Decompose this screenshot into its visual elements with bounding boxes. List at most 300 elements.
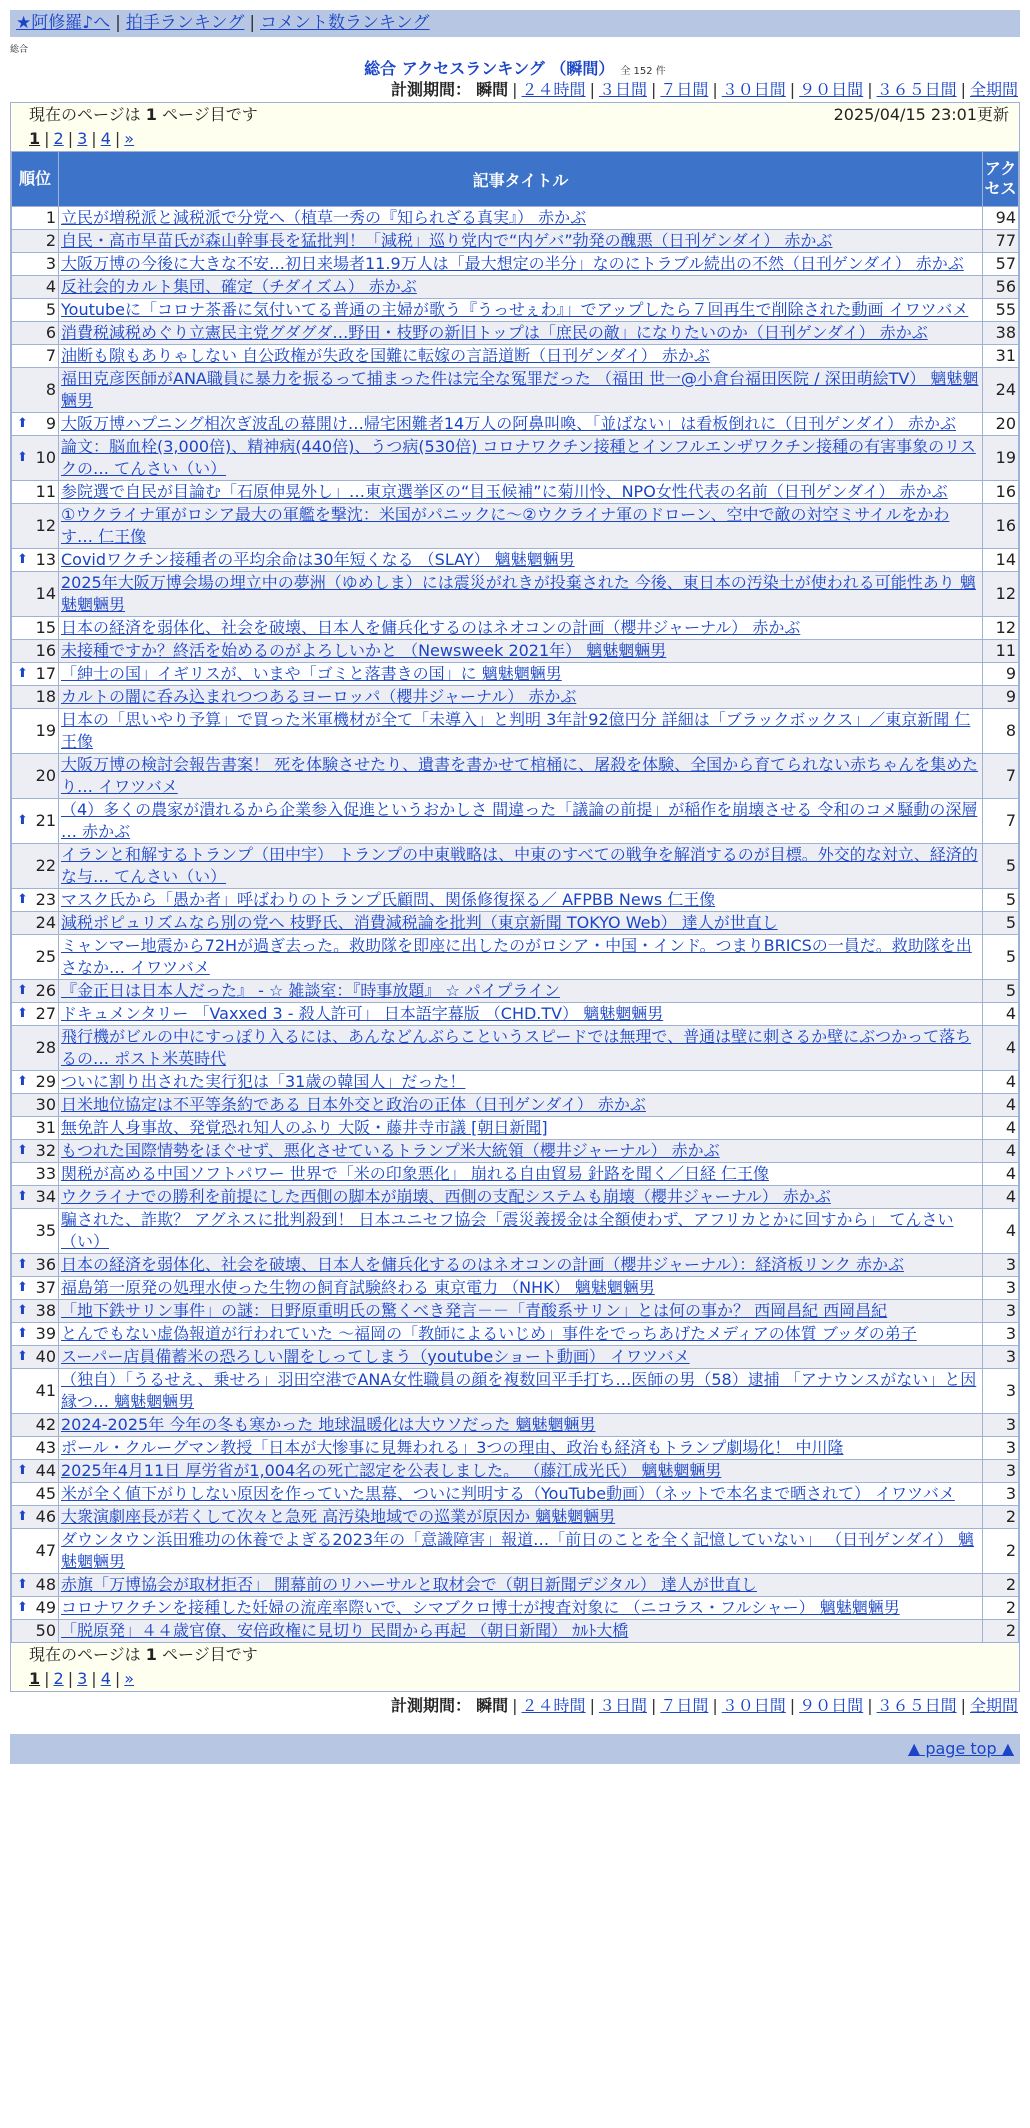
pager-current-page: 1 (29, 129, 41, 148)
rank-number: 15 (35, 618, 56, 637)
title-cell (59, 504, 983, 549)
access-count: 3 (983, 1460, 1019, 1483)
rank-cell (12, 1003, 59, 1026)
article-link[interactable]: 無免許人身事故、発覚恐れ知人のふり 大阪・藤井寺市議 [朝日新聞] (61, 1118, 548, 1137)
arrow-up-icon: ⬆ (17, 813, 28, 828)
rank-number: 39 (35, 1324, 56, 1343)
title-cell (59, 1003, 983, 1026)
table-row (12, 253, 1019, 276)
table-row (12, 276, 1019, 299)
article-link[interactable]: Covidワクチン接種者の平均余命は30年短くなる （SLAY） 魑魅魍魎男 (61, 550, 575, 569)
article-link[interactable]: イランと和解するトランプ（田中宇） トランプの中東戦略は、中東のすべての戦争を解消するのが目標。外交的な対立、経済的な与… てんさい（い） (61, 845, 978, 886)
rank-cell (12, 1529, 59, 1574)
rank-cell (12, 1254, 59, 1277)
arrow-up-icon: ⬆ (17, 1577, 28, 1592)
arrow-up-icon: ⬆ (17, 1280, 28, 1295)
pager-top: 1 | 2 | 3 | 4 | » (29, 129, 135, 148)
rank-number: 21 (35, 811, 56, 830)
rank-cell (12, 1071, 59, 1094)
article-link[interactable]: マスク氏から「愚か者」呼ばわりのトランプ氏顧問、関係修復探る／ AFPBB News 仁王像 (61, 890, 716, 909)
period-link-3d[interactable]: ３日間 (598, 80, 647, 99)
arrow-up-icon: ⬆ (17, 1074, 28, 1089)
article-link[interactable]: （独自）「うるせえ、乗せろ」羽田空港でANA女性職員の顔を複数回平手打ち…医師の男（58）逮捕 「アナウンスがない」と因縁つ… 魑魅魍魎男 (61, 1370, 977, 1411)
title-cell (59, 1437, 983, 1460)
rank-number: 5 (45, 300, 56, 319)
rank-cell (12, 1506, 59, 1529)
access-count: 4 (983, 1209, 1019, 1254)
rank-number: 34 (35, 1187, 56, 1206)
article-link[interactable]: 2024-2025年 今年の冬も寒かった 地球温暖化は大ウソだった 魑魅魍魎男 (61, 1415, 596, 1434)
title-cell (59, 253, 983, 276)
table-row (12, 1254, 1019, 1277)
rank-cell (12, 1437, 59, 1460)
article-link[interactable]: 福田克彦医師がANA職員に暴力を振るって捕まった件は完全な冤罪だった （福田 世一@小倉台福田医院 / 深田萌絵TV） 魑魅魍魎男 (61, 369, 979, 410)
access-count: 3 (983, 1277, 1019, 1300)
rank-number: 24 (35, 913, 56, 932)
article-link[interactable]: 2025年4月11日 厚労省が1,004名の死亡認定を公表しました。 （藤江成光氏） 魑魅魍魎男 (61, 1461, 722, 1480)
table-row (12, 1003, 1019, 1026)
rank-cell (12, 368, 59, 413)
arrow-up-icon: ⬆ (17, 1600, 28, 1615)
article-link[interactable]: ついに割り出された実行犯は「31歳の韓国人」だった！ (61, 1072, 466, 1091)
access-count: 9 (983, 663, 1019, 686)
article-link[interactable]: （4）多くの農家が潰れるから企業参入促進というおかしさ 間違った「議論の前提」が稲作を崩壊させる 令和のコメ騒動の深層 … 赤かぶ (61, 800, 978, 841)
table-row (12, 709, 1019, 754)
title-cell (59, 481, 983, 504)
article-link[interactable]: Youtubeに「コロナ茶番に気付いてる普通の主婦が歌う『うっせぇわ』」でアップしたら７回再生で削除された動画 イワツバメ (61, 300, 969, 319)
article-link[interactable]: 消費税減税めぐり立憲民主党グダグダ…野田・枝野の新旧トップは「庶民の敵」になりたいのか（日刊ゲンダイ） 赤かぶ (61, 323, 928, 342)
rank-number: 7 (45, 346, 56, 365)
arrow-up-icon: ⬆ (17, 1006, 28, 1021)
period-link-24h-bottom[interactable]: ２４時間 (521, 1696, 586, 1715)
period-link-7d[interactable]: ７日間 (660, 80, 709, 99)
table-row (12, 617, 1019, 640)
table-row (12, 844, 1019, 889)
rank-number: 40 (35, 1347, 56, 1366)
rank-number: 43 (35, 1438, 56, 1457)
title-cell (59, 1254, 983, 1277)
rank-cell (12, 1483, 59, 1506)
access-count: 2 (983, 1529, 1019, 1574)
access-count: 2 (983, 1597, 1019, 1620)
access-count: 3 (983, 1437, 1019, 1460)
rank-number: 27 (35, 1004, 56, 1023)
access-count: 11 (983, 640, 1019, 663)
article-link[interactable]: ミャンマー地震から72Hが過ぎ去った。救助隊を即座に出したのがロシア・中国・インド。つまりBRICSの一員だ。救助隊を出さなか… イワツバメ (61, 936, 972, 977)
period-selector: 計測期間： 瞬間 | ２４時間 | ３日間 | ７日間 | ３０日間 | ９０日間 | ３６５日間 | 全期間 (391, 80, 1018, 99)
period-link-3d-bottom[interactable]: ３日間 (598, 1696, 647, 1715)
ranking-table-body (12, 207, 1019, 1643)
title-cell (59, 1026, 983, 1071)
title-cell (59, 299, 983, 322)
article-link[interactable]: 「地下鉄サリン事件」の謎：日野原重明氏の驚くべき発言－－「青酸系サリン」とは何の事か？ 西岡昌紀 西岡昌紀 (61, 1301, 888, 1320)
article-link[interactable]: 大阪万博の今後に大きな不安…初日来場者11.9万人は「最大想定の半分」なのにトラブル続出の不然（日刊ゲンダイ） 赤かぶ (61, 254, 964, 273)
article-link[interactable]: 飛行機がビルの中にすっぽり入るには、あんなどんぶらこというスピードでは無理で、普通は壁に刺さるか壁にぶつかって落ちるの… ポスト米英時代 (61, 1027, 972, 1068)
title-cell (59, 1506, 983, 1529)
table-row (12, 1186, 1019, 1209)
article-link[interactable]: 関税が高める中国ソフトパワー 世界で「米の印象悪化」 崩れる自由貿易 針路を聞く／日経 仁王像 (61, 1164, 770, 1183)
title-cell (59, 1277, 983, 1300)
rank-number: 18 (35, 687, 56, 706)
page-top-link[interactable]: ▲ page top ▲ (907, 1739, 1014, 1758)
title-cell (59, 640, 983, 663)
article-link[interactable]: ポール・クルーグマン教授「日本が大惨事に見舞われる」3つの理由、政治も経済もトランプ劇場化！ 中川隆 (61, 1438, 844, 1457)
article-link[interactable]: 『金正日は日本人だった』 - ☆ 雑談室：『時事放題』 ☆ パイプライン (61, 981, 560, 1000)
table-row (12, 1209, 1019, 1254)
ranking-panel (10, 102, 1020, 1692)
article-link[interactable]: とんでもない虚偽報道が行われていた ～福岡の「教師によるいじめ」事件をでっちあげたメディアの体質 ブッダの弟子 (61, 1324, 917, 1343)
rank-cell (12, 686, 59, 709)
article-link[interactable]: 自民・高市早苗氏が森山幹事長を猛批判！「減税」巡り党内で“内ゲバ”勃発の醜悪（日刊ゲンダイ） 赤かぶ (61, 231, 833, 250)
article-link[interactable]: 日米地位協定は不平等条約である 日本外交と政治の正体（日刊ゲンダイ） 赤かぶ (61, 1095, 646, 1114)
rank-cell (12, 1140, 59, 1163)
article-link[interactable]: 日本の経済を弱体化、社会を破壊、日本人を傭兵化するのはネオコンの計画（櫻井ジャーナル） 赤かぶ (61, 618, 801, 637)
rank-number: 38 (35, 1301, 56, 1320)
period-link-30d[interactable]: ３０日間 (721, 80, 786, 99)
rank-number: 25 (35, 947, 56, 966)
title-cell (59, 1140, 983, 1163)
article-link[interactable]: 福島第一原発の処理水使った生物の飼育試験終わる 東京電力 （NHK） 魑魅魍魎男 (61, 1278, 655, 1297)
rank-cell (12, 1117, 59, 1140)
article-link[interactable]: 減税ポピュリズムなら別の党へ 枝野氏、消費減税論を批判（東京新聞 TOKYO Web） 達人が世直し (61, 913, 778, 932)
rank-number: 12 (35, 516, 56, 535)
access-count: 77 (983, 230, 1019, 253)
pager-current-page-bottom: 1 (29, 1669, 41, 1688)
table-row (12, 686, 1019, 709)
header-rank: 順位 (12, 152, 59, 207)
title-cell (59, 436, 983, 481)
rank-number: 37 (35, 1278, 56, 1297)
info-bar-top (11, 103, 1019, 151)
article-link[interactable]: 反社会的カルト集団、確定（チダイズム） 赤かぶ (61, 277, 417, 296)
title-cell (59, 1117, 983, 1140)
title-cell (59, 1323, 983, 1346)
rank-cell (12, 1094, 59, 1117)
rank-number: 46 (35, 1507, 56, 1526)
article-link[interactable]: 立民が増税派と減税派で分党へ（植草一秀の『知られざる真実』） 赤かぶ (61, 208, 587, 227)
header-title: 記事タイトル (59, 152, 983, 207)
category-label: 総合 (10, 45, 29, 55)
arrow-up-icon: ⬆ (17, 416, 28, 431)
title-cell (59, 663, 983, 686)
period-link-30d-bottom[interactable]: ３０日間 (721, 1696, 786, 1715)
header-access: アクセス (983, 152, 1019, 207)
title-cell (59, 1574, 983, 1597)
access-count: 3 (983, 1300, 1019, 1323)
title-cell (59, 1369, 983, 1414)
period-link-24h[interactable]: ２４時間 (521, 80, 586, 99)
title-cell (59, 207, 983, 230)
page-title: 総合 アクセスランキング （瞬間） (364, 59, 615, 78)
access-count: 16 (983, 504, 1019, 549)
rank-number: 35 (35, 1221, 56, 1240)
table-row (12, 1529, 1019, 1574)
table-row (12, 436, 1019, 481)
rank-cell (12, 799, 59, 844)
article-link[interactable]: もつれた国際情勢をほぐせず、悪化させているトランプ米大統領（櫻井ジャーナル） 赤かぶ (61, 1141, 720, 1160)
pager-link-4-bottom[interactable]: 4 (100, 1669, 111, 1688)
rank-number: 1 (45, 208, 56, 227)
nav-link-comment-ranking[interactable]: コメント数ランキング (260, 13, 430, 33)
title-cell (59, 709, 983, 754)
rank-number: 8 (45, 380, 56, 399)
article-link[interactable]: 日本の経済を弱体化、社会を破壊、日本人を傭兵化するのはネオコンの計画（櫻井ジャーナル）：経済板リンク 赤かぶ (61, 1255, 905, 1274)
rank-number: 23 (35, 890, 56, 909)
pager-bottom: 1 | 2 | 3 | 4 | » (29, 1669, 135, 1688)
access-count: 4 (983, 1094, 1019, 1117)
table-row (12, 1574, 1019, 1597)
title-cell (59, 1597, 983, 1620)
title-cell (59, 345, 983, 368)
table-row (12, 413, 1019, 436)
period-link-7d-bottom[interactable]: ７日間 (660, 1696, 709, 1715)
rank-number: 50 (35, 1621, 56, 1640)
rank-cell (12, 276, 59, 299)
title-cell (59, 1346, 983, 1369)
title-cell (59, 1163, 983, 1186)
article-link[interactable]: ドキュメンタリー 「Vaxxed 3 - 殺人許可」 日本語字幕版 （CHD.TV） 魑魅魍魎男 (61, 1004, 664, 1023)
arrow-up-icon: ⬆ (17, 1257, 28, 1272)
rank-number: 17 (35, 664, 56, 683)
access-count: 5 (983, 844, 1019, 889)
rank-cell (12, 207, 59, 230)
access-count: 4 (983, 1071, 1019, 1094)
period-link-all-bottom[interactable]: 全期間 (969, 1696, 1018, 1715)
title-cell (59, 1071, 983, 1094)
article-link[interactable]: 「紳士の国」イギリスが、いまや「ゴミと落書きの国」に 魑魅魍魎男 (61, 664, 562, 683)
table-row (12, 1094, 1019, 1117)
arrow-up-icon: ⬆ (17, 1509, 28, 1524)
pager-next[interactable]: » (124, 129, 135, 148)
table-row (12, 549, 1019, 572)
table-row (12, 1026, 1019, 1071)
article-link[interactable]: 2025年大阪万博会場の埋立中の夢洲（ゆめしま）には震災がれきが投棄された 今後、東日本の汚染土が使われる可能性あり 魑魅魍魎男 (61, 573, 976, 614)
rank-cell (12, 709, 59, 754)
total-count: 全 152 件 (620, 66, 666, 77)
rank-cell (12, 1300, 59, 1323)
access-count: 16 (983, 481, 1019, 504)
title-cell (59, 572, 983, 617)
access-count: 5 (983, 980, 1019, 1003)
article-link[interactable]: スーパー店員備蓄米の恐ろしい闇をしってしまう（youtubeショート動画） イワツバメ (61, 1347, 690, 1366)
rank-cell (12, 980, 59, 1003)
access-count: 5 (983, 912, 1019, 935)
arrow-up-icon: ⬆ (17, 1349, 28, 1364)
article-link[interactable]: 赤旗「万博協会が取材拒否」 開幕前のリハーサルと取材会で（朝日新聞デジタル） 達人が世直し (61, 1575, 757, 1594)
rank-cell (12, 1346, 59, 1369)
article-link[interactable]: 騙された、詐欺？ アグネスに批判殺到！ 日本ユニセフ協会「震災義援金は全額使わず、アフリカとかに回すから」 てんさい（い） (61, 1210, 954, 1251)
rank-number: 20 (35, 766, 56, 785)
rank-number: 11 (35, 482, 56, 501)
article-link[interactable]: 米が全く値下がりしない原因を作っていた黒幕、ついに判明する（YouTube動画）（ネットで本名まで晒されて） イワツバメ (61, 1484, 955, 1503)
info-bar-bottom (11, 1643, 1019, 1691)
article-link[interactable]: 日本の「思いやり予算」で買った米軍機材が全て「未導入」と判明 3年計92億円分 詳細は「ブラックボックス」／東京新聞 仁王像 (61, 710, 971, 751)
rank-cell (12, 844, 59, 889)
table-row (12, 368, 1019, 413)
article-link[interactable]: ①ウクライナ軍がロシア最大の軍艦を撃沈：米国がパニックに～②ウクライナ軍のドローン、空中で敵の対空ミサイルをかわす… 仁王像 (61, 505, 950, 546)
table-row (12, 1346, 1019, 1369)
period-link-90d-bottom[interactable]: ９０日間 (799, 1696, 864, 1715)
table-row (12, 889, 1019, 912)
table-row (12, 481, 1019, 504)
arrow-up-icon: ⬆ (17, 1143, 28, 1158)
rank-cell (12, 663, 59, 686)
rank-number: 19 (35, 721, 56, 740)
title-cell (59, 549, 983, 572)
rank-number: 9 (45, 414, 56, 433)
title-cell (59, 1094, 983, 1117)
arrow-up-icon: ⬆ (17, 1463, 28, 1478)
article-link[interactable]: 未接種ですか？終活を始めるのがよろしいかと （Newsweek 2021年） 魑魅魍魎男 (61, 641, 667, 660)
rank-cell (12, 1597, 59, 1620)
arrow-up-icon: ⬆ (17, 1326, 28, 1341)
title-cell (59, 844, 983, 889)
rank-number: 30 (35, 1095, 56, 1114)
table-row (12, 663, 1019, 686)
pager-link-3-bottom[interactable]: 3 (77, 1669, 88, 1688)
access-count: 4 (983, 1186, 1019, 1209)
footer-bar (10, 1734, 1020, 1764)
current-page-text: 現在のページは 1 ページ目です (29, 105, 258, 124)
table-row (12, 1140, 1019, 1163)
period-selector-bottom: 計測期間： 瞬間 | ２４時間 | ３日間 | ７日間 | ３０日間 | ９０日間 | ３６５日間 | 全期間 (391, 1696, 1018, 1715)
rank-number: 10 (35, 448, 56, 467)
rank-cell (12, 299, 59, 322)
rank-number: 31 (35, 1118, 56, 1137)
table-row (12, 1620, 1019, 1643)
top-navigation: ★阿修羅♪へ | 拍手ランキング | コメント数ランキング (10, 10, 1020, 37)
article-link[interactable]: 論文：脳血栓(3,000倍)、精神病(440倍)、うつ病(530倍) コロナワクチン接種とインフルエンザワクチン接種の有害事象のリスクの… てんさい（い） (61, 437, 976, 478)
pager-next-bottom[interactable]: » (124, 1669, 135, 1688)
table-row (12, 230, 1019, 253)
access-count: 3 (983, 1254, 1019, 1277)
article-link[interactable]: 油断も隙もありゃしない 自公政権が失政を国難に転嫁の言語道断（日刊ゲンダイ） 赤かぶ (61, 346, 710, 365)
access-count: 19 (983, 436, 1019, 481)
access-count: 3 (983, 1483, 1019, 1506)
arrow-up-icon: ⬆ (17, 892, 28, 907)
nav-link-asyura-home[interactable]: ★阿修羅♪へ (16, 13, 111, 33)
title-cell (59, 230, 983, 253)
pager-link-2-bottom[interactable]: 2 (53, 1669, 64, 1688)
rank-cell (12, 572, 59, 617)
access-count: 7 (983, 754, 1019, 799)
table-row (12, 754, 1019, 799)
access-count: 57 (983, 253, 1019, 276)
article-link[interactable]: ダウンタウン浜田雅功の休養でよぎる2023年の「意識障害」報道…「前日のことを全く記憶していない」 （日刊ゲンダイ） 魑魅魍魎男 (61, 1530, 974, 1571)
rank-number: 28 (35, 1038, 56, 1057)
access-count: 24 (983, 368, 1019, 413)
table-row (12, 640, 1019, 663)
article-link[interactable]: ウクライナでの勝利を前提にした西側の脚本が崩壊、西側の支配システムも崩壊（櫻井ジャーナル） 赤かぶ (61, 1187, 831, 1206)
rank-number: 49 (35, 1598, 56, 1617)
pager-link-2[interactable]: 2 (53, 129, 64, 148)
period-link-all[interactable]: 全期間 (969, 80, 1018, 99)
access-count: 8 (983, 709, 1019, 754)
rank-cell (12, 640, 59, 663)
nav-link-applause-ranking[interactable]: 拍手ランキング (125, 13, 245, 33)
title-cell (59, 1620, 983, 1643)
table-row (12, 322, 1019, 345)
table-row (12, 1117, 1019, 1140)
pager-link-3[interactable]: 3 (77, 129, 88, 148)
period-link-365d-bottom[interactable]: ３６５日間 (876, 1696, 957, 1715)
access-count: 55 (983, 299, 1019, 322)
rank-number: 4 (45, 277, 56, 296)
article-link[interactable]: 参院選で自民が目論む「石原伸晃外し」…東京選挙区の“目玉候補”に菊川怜、NPO女性代表の名前（日刊ゲンダイ） 赤かぶ (61, 482, 948, 501)
ranking-table (11, 151, 1019, 1643)
pager-link-4[interactable]: 4 (100, 129, 111, 148)
rank-cell (12, 617, 59, 640)
table-row (12, 1369, 1019, 1414)
rank-number: 36 (35, 1255, 56, 1274)
table-row (12, 572, 1019, 617)
rank-cell (12, 1323, 59, 1346)
access-count: 5 (983, 889, 1019, 912)
rank-cell (12, 345, 59, 368)
table-row (12, 1483, 1019, 1506)
table-row (12, 1300, 1019, 1323)
rank-cell (12, 935, 59, 980)
page (10, 0, 1020, 1764)
title-cell (59, 799, 983, 844)
article-link[interactable]: 大阪万博ハプニング相次ぎ波乱の幕開け…帰宅困難者14万人の阿鼻叫喚、「並ばない」は看板倒れに（日刊ゲンダイ） 赤かぶ (61, 414, 957, 433)
access-count: 4 (983, 1140, 1019, 1163)
table-row (12, 1414, 1019, 1437)
rank-cell (12, 1414, 59, 1437)
article-link[interactable]: 大阪万博の検討会報告書案！ 死を体験させたり、遺書を書かせて棺桶に、屠殺を体験、全国から育てられない赤ちゃんを集めたり… イワツバメ (61, 755, 979, 796)
article-link[interactable]: 大衆演劇座長が若くして次々と急死 高汚染地域での巡業が原因か 魑魅魍魎男 (61, 1507, 616, 1526)
access-count: 5 (983, 935, 1019, 980)
arrow-up-icon: ⬆ (17, 983, 28, 998)
rank-cell (12, 413, 59, 436)
access-count: 2 (983, 1620, 1019, 1643)
current-page-text-bottom: 現在のページは 1 ページ目です (29, 1645, 258, 1664)
table-row (12, 1163, 1019, 1186)
article-link[interactable]: カルトの闇に呑み込まれつつあるヨーロッパ（櫻井ジャーナル） 赤かぶ (61, 687, 577, 706)
access-count: 3 (983, 1323, 1019, 1346)
access-count: 3 (983, 1414, 1019, 1437)
access-count: 4 (983, 1163, 1019, 1186)
article-link[interactable]: コロナワクチンを接種した妊婦の流産率際いで、シマブクロ博士が捜査対象に （ニコラス・フルシャー） 魑魅魍魎男 (61, 1598, 900, 1617)
rank-cell (12, 549, 59, 572)
article-link[interactable]: 「脱原発」４４歳官僚、安倍政権に見切り 民間から再起 （朝日新聞） ｶﾙﾄ大橋 (61, 1621, 629, 1640)
access-count: 4 (983, 1117, 1019, 1140)
table-row (12, 1437, 1019, 1460)
title-cell (59, 1483, 983, 1506)
table-row (12, 1277, 1019, 1300)
rank-cell (12, 436, 59, 481)
access-count: 2 (983, 1506, 1019, 1529)
period-link-90d[interactable]: ９０日間 (799, 80, 864, 99)
title-cell (59, 368, 983, 413)
title-cell (59, 1414, 983, 1437)
table-row (12, 1506, 1019, 1529)
rank-cell (12, 253, 59, 276)
access-count: 3 (983, 1346, 1019, 1369)
rank-cell (12, 1369, 59, 1414)
period-link-365d[interactable]: ３６５日間 (876, 80, 957, 99)
title-cell (59, 617, 983, 640)
rank-number: 13 (35, 550, 56, 569)
title-cell (59, 935, 983, 980)
access-count: 56 (983, 276, 1019, 299)
title-cell (59, 322, 983, 345)
title-cell (59, 1460, 983, 1483)
access-count: 20 (983, 413, 1019, 436)
table-row (12, 1597, 1019, 1620)
rank-cell (12, 912, 59, 935)
rank-number: 47 (35, 1541, 56, 1560)
